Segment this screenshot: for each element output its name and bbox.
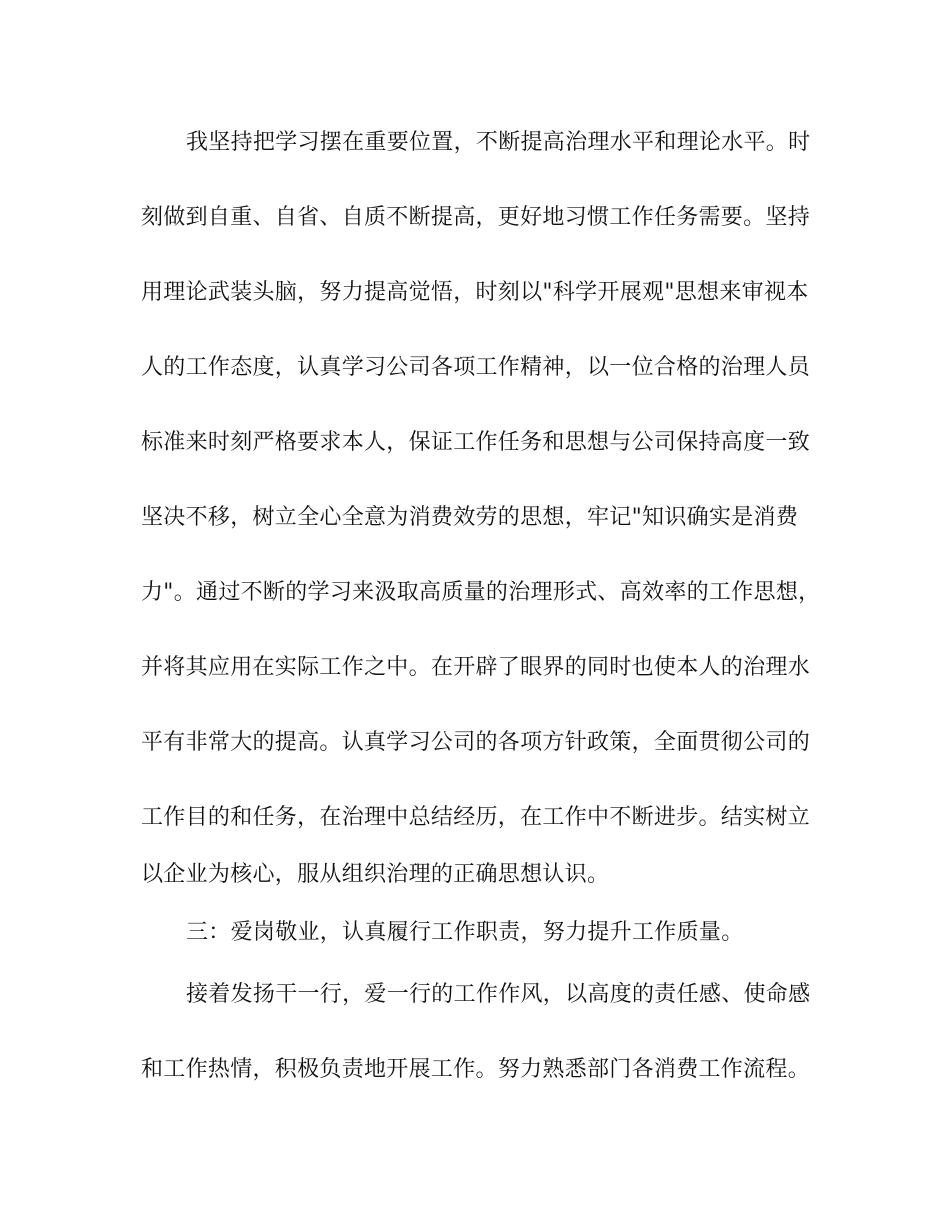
paragraph-line-1: 我坚持把学习摆在重要位置，不断提高治理水平和理论水平。时 bbox=[186, 130, 811, 155]
paragraph-line-7: 力"。通过不断的学习来汲取高质量的治理形式、高效率的工作思想， bbox=[141, 580, 821, 605]
paragraph-line-11: 以企业为核心，服从组织治理的正确思想认识。 bbox=[141, 862, 610, 887]
section-heading: 三：爱岗敬业，认真履行工作职责，努力提升工作质量。 bbox=[186, 920, 744, 945]
paragraph-line-9: 平有非常大的提高。认真学习公司的各项方针政策，全面贯彻公司的 bbox=[141, 730, 811, 755]
paragraph-line-5: 标准来时刻严格要求本人，保证工作任务和思想与公司保持高度一致 bbox=[141, 430, 811, 455]
paragraph-line-8: 并将其应用在实际工作之中。在开辟了眼界的同时也使本人的治理水 bbox=[141, 655, 811, 680]
paragraph-line-10: 工作目的和任务，在治理中总结经历，在工作中不断进步。结实树立 bbox=[141, 805, 811, 830]
paragraph-line-14: 和工作热情，积极负责地开展工作。努力熟悉部门各消费工作流程。 bbox=[141, 1057, 811, 1082]
paragraph-line-3: 用理论武装头脑，努力提高觉悟，时刻以"科学开展观"思想来审视本 bbox=[141, 280, 809, 305]
paragraph-line-2: 刻做到自重、自省、自质不断提高，更好地习惯工作任务需要。坚持 bbox=[141, 205, 811, 230]
paragraph-line-4: 人的工作态度，认真学习公司各项工作精神，以一位合格的治理人员 bbox=[141, 355, 811, 380]
paragraph-line-13: 接着发扬干一行，爱一行的工作作风，以高度的责任感、使命感 bbox=[186, 982, 811, 1007]
paragraph-line-6: 坚决不移，树立全心全意为消费效劳的思想，牢记"知识确实是消费 bbox=[141, 505, 799, 530]
